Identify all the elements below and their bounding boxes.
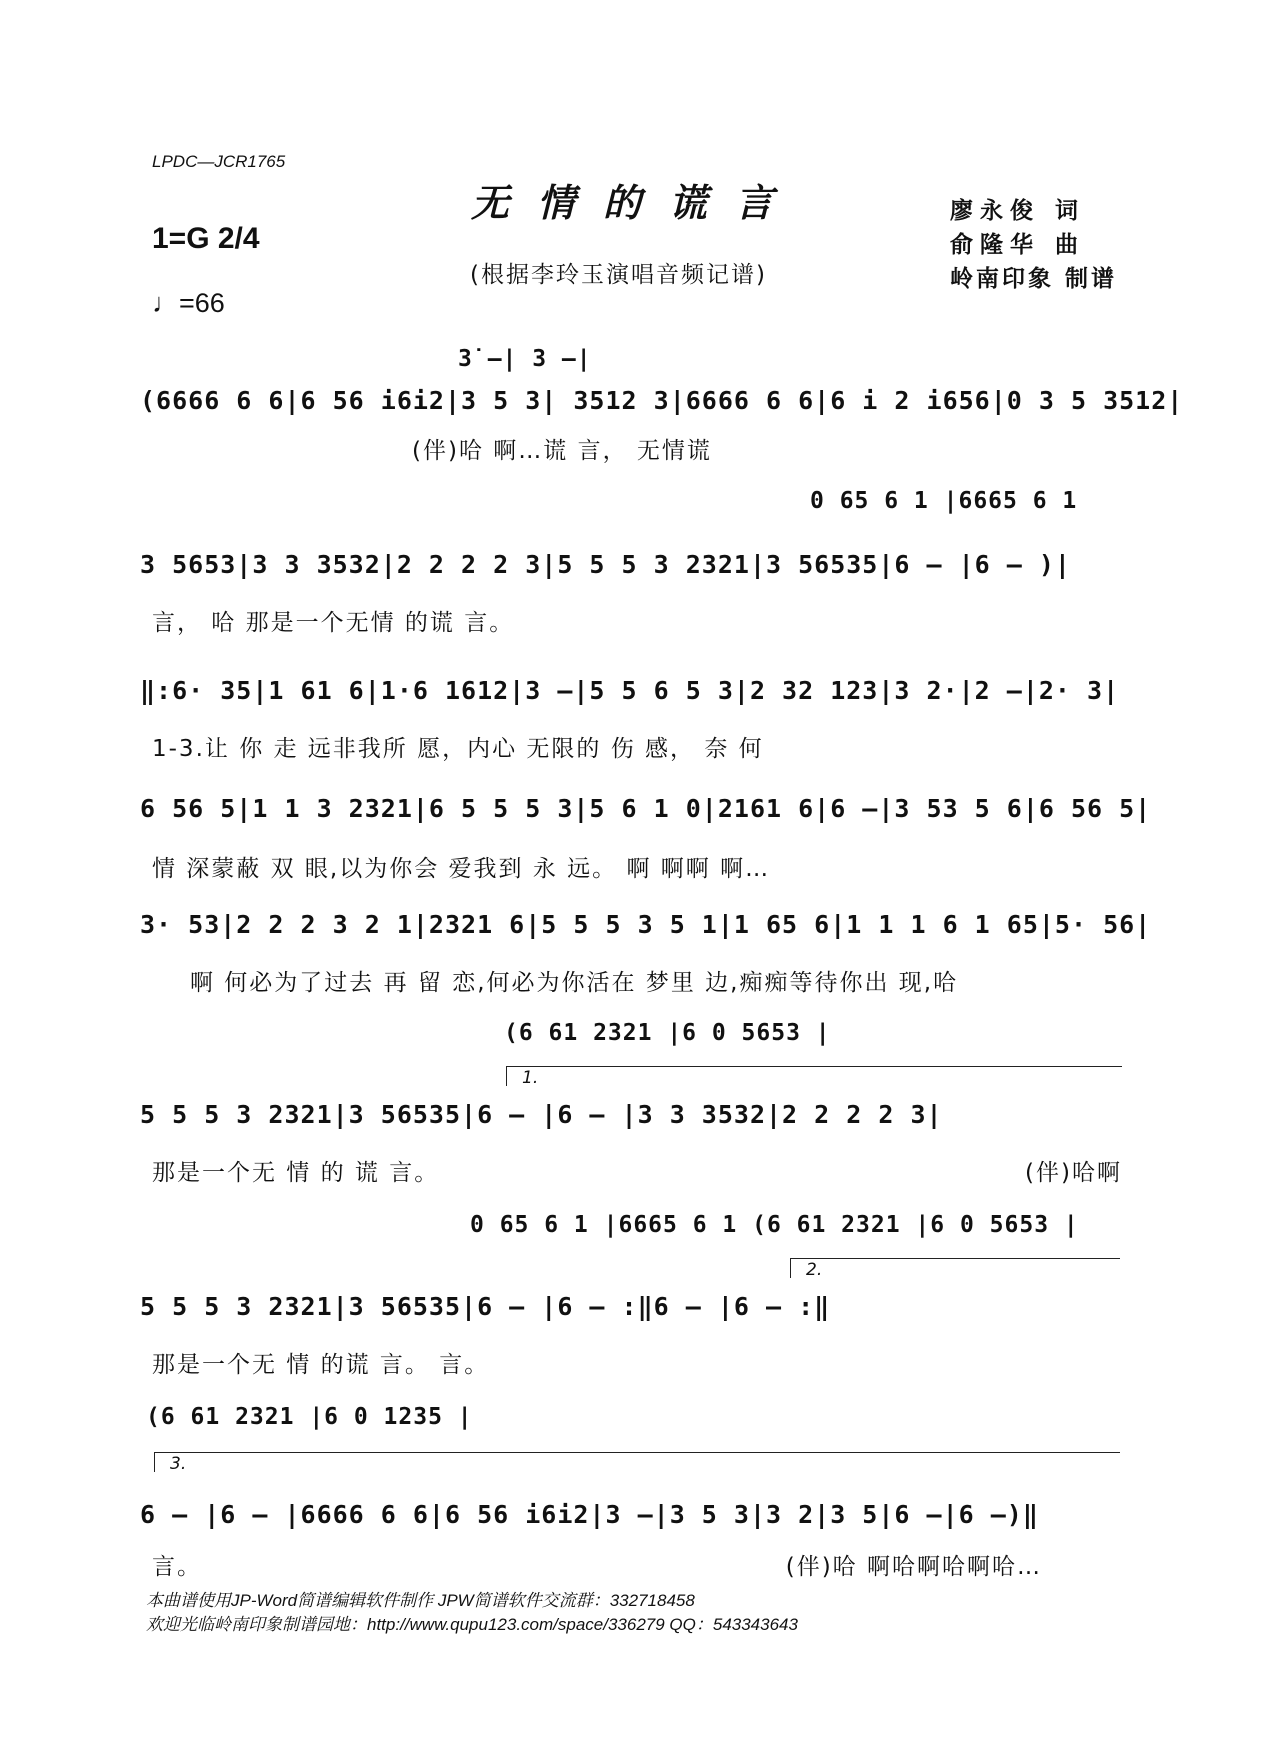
system-6-notes: 5 5 5 3 2321|3 56535|6 – |6 – |3 3 3532|2 2 2 2 3| [140,1100,943,1129]
system-8-notes: 6 – |6 – |6666 6 6|6 56 i6i2|3 –|3 5 3|3 2|3 5|6 –|6 –)‖ [140,1500,1039,1529]
system-1-lyrics: (伴)哈 啊…谎 言， 无情谎 [412,438,712,464]
system-2-upper: 0 65 6 1 |6665 6 1 [810,488,1078,514]
system-6-upper: (6 61 2321 |6 0 5653 | [504,1020,831,1046]
system-4-notes: 6 56 5|1 1 3 2321|6 5 5 5 3|5 6 1 0|2161 6|6 –|3 53 5 6|6 56 5| [140,794,1152,823]
system-5-notes: 3· 53|2 2 2 3 2 1|2321 6|5 5 5 3 5 1|1 65 6|1 1 1 6 1 65|5· 56| [140,910,1152,939]
lyricist-credit: 廖永俊 词 [950,198,1086,224]
system-1-upper: 3̇ –| 3 –| [458,346,592,372]
composer-credit: 俞隆华 曲 [950,232,1086,258]
system-7-upper: 0 65 6 1 |6665 6 1 (6 61 2321 |6 0 5653 | [470,1212,1079,1238]
footer-website-note: 欢迎光临岭南印象制谱园地：http://www.qupu123.com/space/336279 QQ：543343643 [146,1615,798,1634]
system-8-lyrics-accompaniment: (伴)哈 啊哈啊哈啊哈… [785,1554,1042,1580]
system-3-notes: ‖:6· 35|1 61 6|1·6 1612|3 –|5 5 6 5 3|2 32 123|3 2·|2 –|2· 3| [140,676,1120,705]
footer-software-note: 本曲谱使用JP-Word简谱编辑软件制作 JPW简谱软件交流群：332718458 [146,1591,695,1610]
arranger-credit: 岭南印象 制谱 [950,266,1118,292]
system-7-lyrics: 那是一个无 情 的谎 言。 言。 [152,1352,490,1378]
system-6-lyrics-accompaniment: (伴)哈啊 [1025,1160,1122,1186]
system-8-lyrics: 言。 [152,1554,202,1580]
system-2-lyrics: 言， 哈 那是一个无情 的谎 言。 [152,610,515,636]
volta-2-bracket [790,1258,1120,1259]
tempo-mark: ♩=66 [152,288,225,318]
volta-3-hook [154,1452,155,1472]
system-1-notes: (6666 6 6|6 56 i6i2|3 5 3| 3512 3|6666 6 6|6 i 2 i656|0 3 5 3512| [140,386,1184,415]
volta-3-label: 3. [170,1454,187,1474]
volta-3-bracket [154,1452,1120,1453]
system-7-notes: 5 5 5 3 2321|3 56535|6 – |6 – :‖6 – |6 – :‖ [140,1292,831,1321]
system-3-lyrics: 1-3.让 你 走 远非我所 愿，内心 无限的 伤 感， 奈 何 [152,736,764,762]
system-8-upper: (6 61 2321 |6 0 1235 | [146,1404,473,1430]
volta-2-label: 2. [806,1260,823,1280]
volta-1-bracket [506,1066,1122,1067]
system-2-notes: 3 5653|3 3 3532|2 2 2 2 3|5 5 5 3 2321|3 56535|6 – |6 – )| [140,550,1071,579]
song-subtitle: (根据李玲玉演唱音频记谱) [470,262,767,288]
system-5-lyrics: 啊 何必为了过去 再 留 恋,何必为你活在 梦里 边,痴痴等待你出 现,哈 [190,970,959,996]
volta-1-label: 1. [522,1068,539,1088]
volta-2-hook [790,1258,791,1278]
song-title: 无情的谎言 [470,180,801,225]
system-4-lyrics: 情 深蒙蔽 双 眼,以为你会 爱我到 永 远。 啊 啊啊 啊… [152,856,771,882]
score-code: LPDC—JCR1765 [152,152,286,171]
key-signature: 1=G 2/4 [152,222,260,255]
volta-1-hook [506,1066,507,1086]
system-6-lyrics: 那是一个无 情 的 谎 言。 [152,1160,440,1186]
